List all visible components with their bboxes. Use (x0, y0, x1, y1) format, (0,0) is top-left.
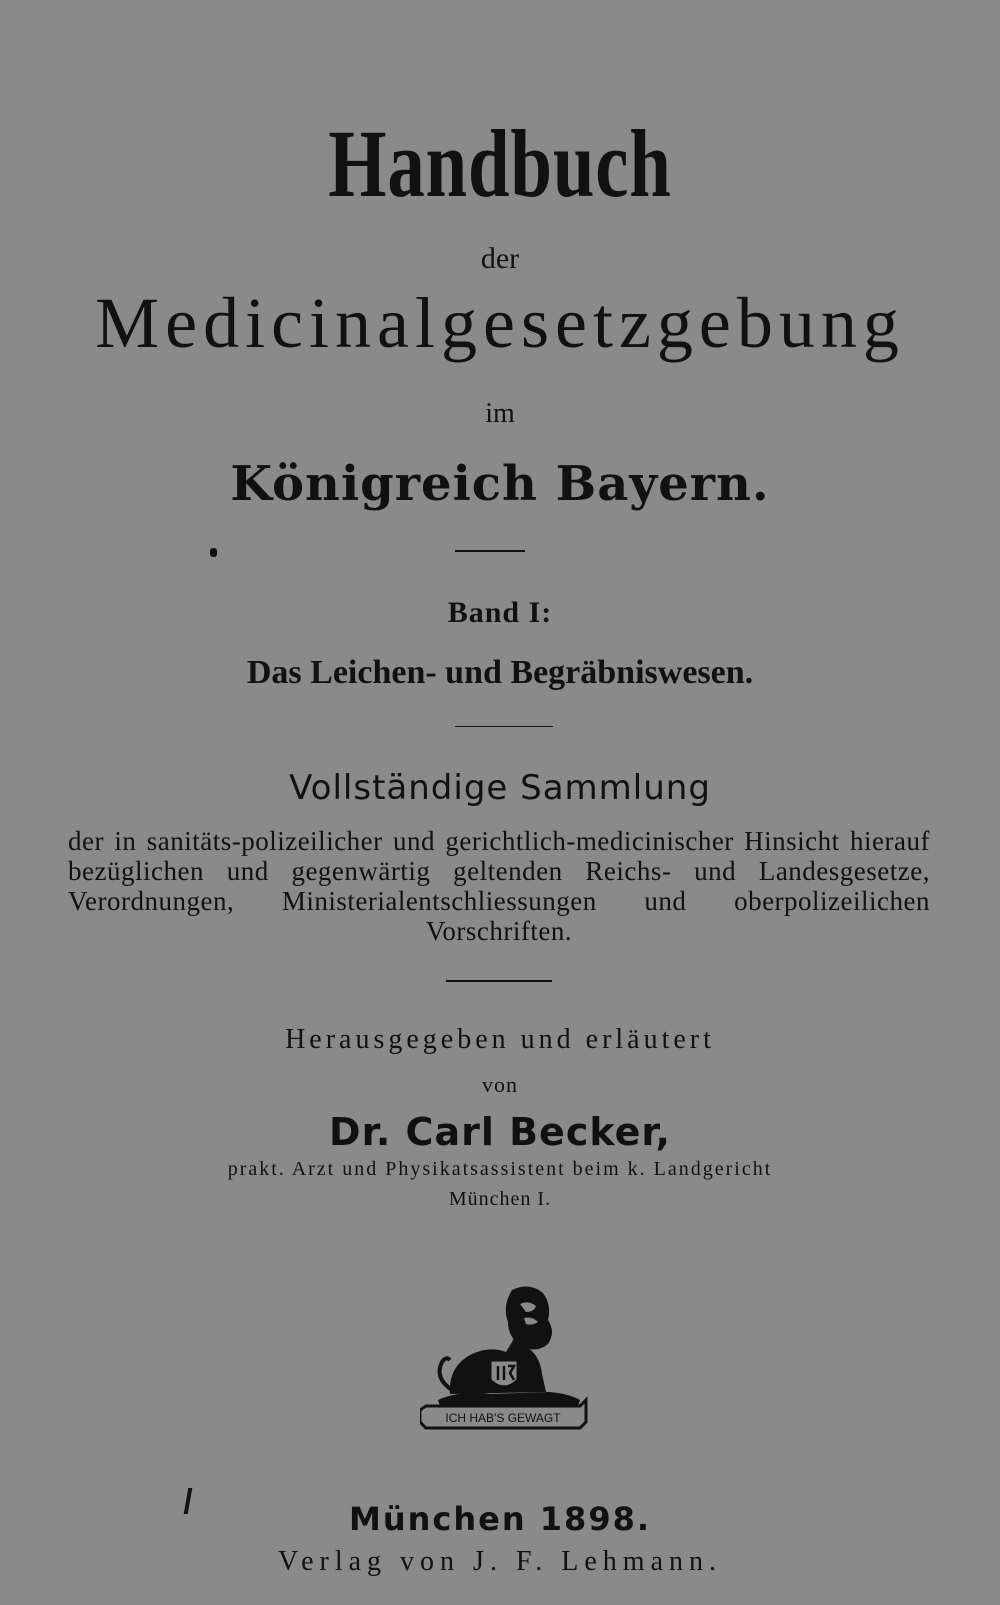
book-title: Handbuch (328, 110, 672, 217)
divider-2 (455, 726, 553, 727)
print-speck (210, 548, 217, 557)
imprint-place-year: München 1898. (349, 1500, 651, 1538)
title-der: der (480, 242, 520, 275)
title-im: im (485, 398, 515, 429)
logo-motto: ICH HAB'S GEWAGT (445, 1411, 561, 1425)
imprint-publisher: Verlag von J. F. Lehmann. (277, 1546, 723, 1577)
volume-label: Band I: (447, 596, 553, 629)
author-name: Dr. Carl Becker, (329, 1110, 671, 1154)
volume-topic: Das Leichen- und Begräbniswesen. (246, 654, 754, 691)
divider-3 (446, 980, 552, 982)
book-region: Königreich Bayern. (230, 456, 770, 512)
author-position: prakt. Arzt und Physikatsassistent beim k. Landgericht (227, 1158, 773, 1180)
divider-1 (455, 550, 525, 552)
author-city: München I. (448, 1188, 552, 1210)
editor-von: von (482, 1072, 518, 1097)
lion-emblem-icon (420, 1282, 590, 1432)
book-subject: Medicinalgesetzgebung (95, 283, 905, 363)
collection-heading: Vollständige Sammlung (289, 768, 711, 808)
collection-description: der in sanitäts-polizeilicher und gerichtlich-medicinischer Hinsicht hierauf bezüglichen und gegenwärtig geltenden Reichs- und Landesgesetze, Verordnungen, Ministerialentschliessungen und oberpolizeilichen Vorschriften. (68, 826, 930, 946)
editor-intro: Herausgegeben und erläutert (285, 1024, 715, 1055)
